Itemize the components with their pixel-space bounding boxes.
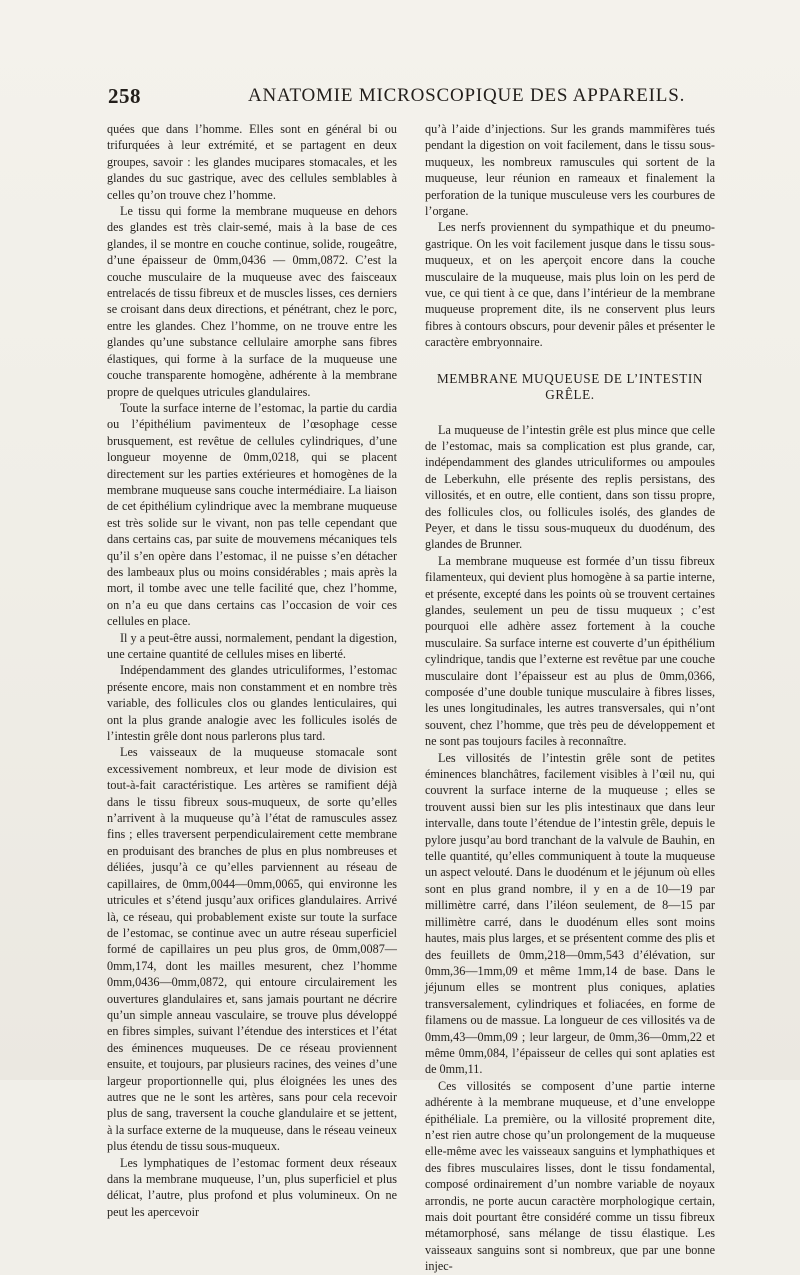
paragraph: Les lymphatiques de l’estomac forment deux réseaux dans la membrane muqueuse, l’un, plus superficiel et plus délicat, l’autre, plus profond et plus volumineux. On ne peut les apercevoir — [107, 1155, 397, 1219]
paragraph: La membrane muqueuse est formée d’un tissu fibreux filamenteux, qui devient plus homogène à sa partie interne, et présente, excepté dans les points où se trouvent certaines glandes, seulement un peu de tissu muqueux ; c’est pourquoi elle adhère assez fortement à la couche musculaire. Sa surface interne est couverte d’un épithélium cylindrique, tandis que l’externe est revêtue par une couche musculaire dont l’épaisseur est au plus de 0mm,0366, composée d’une double tunique musculaire à fibres lisses, les unes longitudinales, les autres transversales, qui n’ont souvent, chez l’homme, que très peu de développement et ne sont pas toujours faciles à reconnaître. — [425, 553, 716, 749]
paragraph: Les villosités de l’intestin grêle sont de petites éminences blanchâtres, facilement visibles à l’œil nu, qui couvrent la surface interne de la muqueuse ; elles se trouvent aussi bien sur les plis intestinaux que dans leur intervalle, dans toute l’étendue de l’intestin grêle, depuis le pylore jusqu’au bord tranchant de la valvule de Bauhin, en telle quantité, qu’elles communiquent à toute la muqueuse un aspect velouté. Dans le duodénum et le jéjunum où elles sont en plus grand nombre, il y en a de 10—19 par millimètre carré, dans l’iléon seulement, de 8—15 par millimètre carré, dans le duodénum elles sont moins hautes, mais plus larges, et se présentent comme des plis et des feuillets de 0mm,218—0mm,543 d’élévation, sur 0mm,36—1mm,09 et même 1mm,14 de base. Dans le jéjunum elles se montrent plus coniques, aplaties transversalement, cylindriques et foliacées, en forme de filamens ou de massue. La longueur de ces villosités va de 0mm,43—0mm,09 ; leur largeur, de 0mm,36—0mm,22 et même 0mm,084, l’épaisseur de celles qui sont aplaties est de 0mm,11. — [425, 750, 715, 1077]
paragraph: quées que dans l’homme. Elles sont en général bi ou trifurquées à leur extrémité, et se partagent en deux groupes, savoir : les glandes mucipares stomacales, et les glandes du suc gastrique, avec des cellules semblables à celles qu’on trouve chez l’homme. — [107, 122, 397, 202]
paragraph: Indépendamment des glandes utriculiformes, l’estomac présente encore, mais non constamment et en nombre très variable, des follicules clos ou glandes lenticulaires, qui ont la plus grande analogie avec les follicules isolés de l’intestin grêle dont nous parlerons plus tard. — [107, 663, 397, 744]
paragraph: Les vaisseaux de la muqueuse stomacale sont excessivement nombreux, et leur mode de division est tout-à-fait caractéristique. Les artères se ramifient déjà dans le tissu fibreux sous-muqueux, de sorte qu’elles n’arrivent à la muqueuse qu’à l’état de ramuscules assez fins ; elles traversent perpendiculairement cette membrane en produisant des branches de plus en plus nombreuses et déliées, jusqu’à ce qu’elles parviennent au réseau de capillaires, de 0mm,0044—0mm,0065, qui environne les utricules et s’étend jusqu’aux orifices glandulaires. Arrivé là, ce réseau, qui probablement existe sur toute la surface de l’estomac, se continue avec un autre réseau superficiel formé de capillaires un peu plus gros, de 0mm,0087—0mm,174, dont les mailles mesurent, chez l’homme 0mm,0436—0mm,0872, qui entoure circulairement les ouvertures glandulaires et, sans jamais pourtant ne décrire qu’un simple anneau vasculaire, se trouve plus développé en fibres simples, suivant l’étendue des interstices et l’état des éminences muqueuses. De ce réseau proviennent ensuite, et toujours, par plusieurs racines, des veines d’une largeur proportionnelle qui, plus éloignées les unes des autres que ne le sont les artères, sans pour cela recevoir plus de sang, traversent la couche glandulaire et se jettent, à la surface externe de la muqueuse, dans le réseau veineux plus étendu de tissu sous-muqueux. — [107, 745, 397, 1154]
section-heading: MEMBRANE MUQUEUSE DE L’INTESTIN GRÊLE. — [436, 370, 704, 403]
paragraph: La muqueuse de l’intestin grêle est plus mince que celle de l’estomac, mais sa complication est plus grande, car, indépendamment des glandes utriculiformes ou ampoules de Leberkuhn, elle présente des replis persistans, des villosités, et en outre, elle contient, dans son tissu propre, des follicules clos, ou follicules isolés, des glandes de Peyer, et dans le tissu sous-muqueux du duodénum, des glandes de Brunner. — [425, 422, 715, 552]
page-header — [108, 84, 700, 114]
paragraph: Ces villosités se composent d’une partie interne adhérente à la membrane muqueuse, et d’une enveloppe épithéliale. La première, ou la villosité proprement dite, n’est rien autre chose qu’un prolongement de la muqueuse elle-même avec les vaisseaux sanguins et lymphathiques et des fibres musculaires lisses, dont le tissu fondamental, composé ordinairement d’un nombre variable de noyaux arrondis, ne porte aucun caractère morphologique certain, mais doit pourtant être considéré comme un tissu fibreux métamorphosé, sans mélange de tissu élastique. Les vaisseaux sanguins sont si nombreux, que par une bonne injec- — [425, 1078, 715, 1274]
left-column — [107, 121, 397, 1220]
running-title: ANATOMIE MICROSCOPIQUE DES APPAREILS. — [248, 85, 686, 106]
paragraph: Le tissu qui forme la membrane muqueuse en dehors des glandes est très clair-semé, mais à la base de ces glandes, il se montre en couche continue, solide, rougeâtre, d’une épaisseur de 0mm,0436 — 0mm,0872. C’est la couche musculaire de la muqueuse avec des faisceaux entrelacés de tissu fibreux et de muscles lisses, ces derniers se croisant dans deux directions, et pénétrant, chez le porc, entre les glandes. Chez l’homme, on ne trouve entre les glandes qu’une substance cellulaire amorphe sans fibres élastiques, qui forme à la surface de la muqueuse une couche transparente homogène, adhérente à la membrane propre de quelques utricules glandulaires. — [107, 204, 397, 399]
page-number: 258 — [108, 84, 141, 108]
paragraph: qu’à l’aide d’injections. Sur les grands mammifères tués pendant la digestion on voit facilement, dans le tissu sous-muqueux, les nombreux ramuscules qui sortent de la muqueuse, leur réunion en rameaux et finalement la perforation de la tunique musculeuse vers les courbures de l’organe. — [425, 122, 715, 219]
paragraph: Les nerfs proviennent du sympathique et du pneumo-gastrique. On les voit facilement jusque dans le tissu sous-muqueux, et on les aperçoit encore dans la couche musculaire de la muqueuse, mais plus loin on les perd de vue, ce qui tient à ce que, dans l’intérieur de la membrane muqueuse proprement dite, ils ne conservent plus leurs fibres à contours obscurs, pour devenir pâles et présenter le caractère embryonnaire. — [425, 220, 715, 350]
right-column — [425, 121, 715, 1275]
paragraph: Toute la surface interne de l’estomac, la partie du cardia ou l’épithélium pavimenteux de l’œsophage cesse brusquement, est revêtue de cellules cylindriques, d’une longueur moyenne de 0mm,0218, qui se placent directement sur les parties extérieures et homogènes de la membrane muqueuse sans couche intermédiaire. La liaison de cet épithélium cylindrique avec la membrane muqueuse est très solide sur le vivant, non pas telle cependant que dans certains cas, par suite de mouvemens mécaniques tels qu’il s’en opère dans l’estomac, il ne puisse s’en détacher des lambeaux plus ou moins considérables ; mais après la mort, il tombe avec une telle facilité que, chez l’homme, on n’a eu que dans certains cas l’occasion de voir ces cellules en place. — [107, 400, 397, 629]
paragraph: Il y a peut-être aussi, normalement, pendant la digestion, une certaine quantité de cellules mises en liberté. — [107, 630, 397, 661]
